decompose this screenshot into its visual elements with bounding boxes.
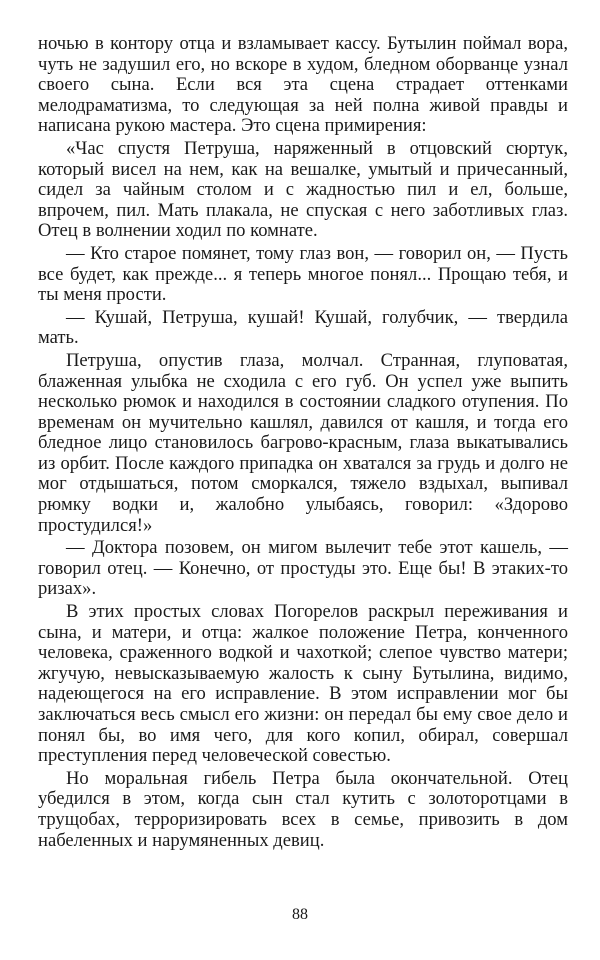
paragraph: — Кушай, Петруша, кушай! Кушай, голубчик, — твердила мать. bbox=[38, 306, 568, 349]
paragraph: Петруша, опустив глаза, молчал. Странная, глуповатая, блаженная улыбка не сходила с его губ. Он успел уже выпить несколько рюмок и находился в состоянии сладкого отупения. По временам он мучительно кашлял, давился от кашля, и тогда его бледное лицо становилось багрово-красным, глаза выкатывались из орбит. После каждого припадка он хватался за грудь и долго не мог отдышаться, потом сморкался, тяжело вздыхал, выпивал рюмку водки и, жалобно улыбаясь, говорил: «Здорово простудился!» bbox=[38, 349, 568, 536]
paragraph: Но моральная гибель Петра была окончательной. Отец убедился в этом, когда сын стал кутить с золоторотцами в трущобах, терроризировать всех в семье, привозить в дом набеленных и нарумяненных девиц. bbox=[38, 767, 568, 851]
paragraph: В этих простых словах Погорелов раскрыл переживания и сына, и матери, и отца: жалкое положение Петра, конченного человека, сраженного водкой и чахоткой; слепое чувство матери; жгучую, невысказываемую жалость к сыну Бутылина, видимо, надеющегося на его исправление. В этом исправлении мог бы заключаться весь смысл его жизни: он передал бы ему свое дело и понял бы, во имя чего, для кого копил, обирал, совершал преступления перед человеческой совестью. bbox=[38, 601, 568, 767]
page-number: 88 bbox=[292, 906, 308, 923]
paragraph: — Кто старое помянет, тому глаз вон, — говорил он, — Пусть все будет, как прежде... я теперь многое понял... Прощаю тебя, и ты меня прости. bbox=[38, 242, 568, 306]
paragraph: — Доктора позовем, он мигом вылечит тебе этот кашель, — говорил отец. — Конечно, от простуды это. Еще бы! В этаких-то ризах». bbox=[38, 537, 568, 600]
paragraph: ночью в контору отца и взламывает кассу. Бутылин поймал вора, чуть не задушил его, но вскоре в худом, бледном оборванце узнал своего сына. Если вся эта сцена страдает оттенками мелодраматизма, то следующая за ней полна живой правды и написана рукою мастера. Это сцена примирения: bbox=[38, 33, 568, 137]
paragraph: «Час спустя Петруша, наряженный в отцовский сюртук, который висел на нем, как на вешалке, умытый и причесанный, сидел за чайным столом и с жадностью пил и ел, больше, впрочем, пил. Мать плакала, не спуская с него заботливых глаз. Отец в волнении ходил по комнате. bbox=[38, 137, 568, 242]
page-body bbox=[38, 34, 568, 853]
